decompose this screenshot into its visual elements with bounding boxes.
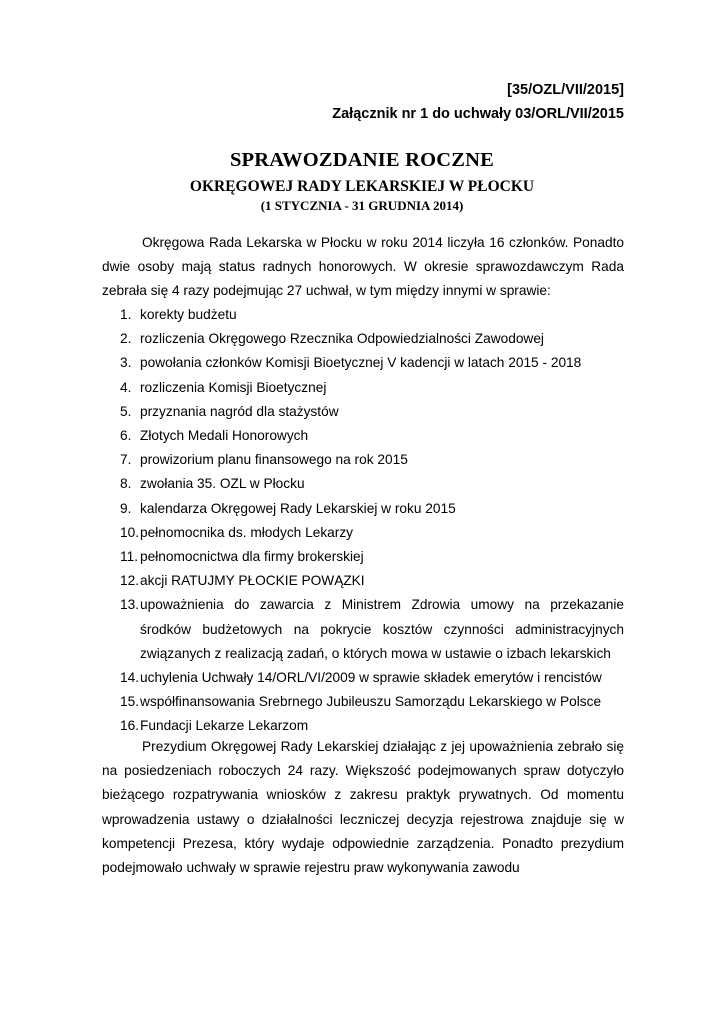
list-item	[102, 521, 624, 545]
list-item	[102, 593, 624, 666]
list-item-text: przyznania nagród dla stażystów	[140, 403, 339, 419]
document-reference	[332, 78, 624, 126]
list-item	[102, 545, 624, 569]
list-item-text: Złotych Medali Honorowych	[140, 428, 309, 444]
list-item-text: prowizorium planu finansowego na rok 2015	[140, 452, 408, 468]
presidium-paragraph: Prezydium Okręgowej Rady Lekarskiej działając z jej upoważnienia zebrało się na posiedzeniach roboczych 24 razy. Większość podejmowanych spraw dotyczyło bieżącego rozpatrywania wniosków z zakresu praktyk prywatnych. Od momentu wprowadzenia ustawy o działalności leczniczej decyzja rejestrowa znajduje się w kompetencji Prezesa, który wydaje odpowiednie zarządzenia. Ponadto prezydium podejmowało uchwały w sprawie rejestru praw wykonywania zawodu	[102, 739, 624, 876]
list-item-number: 1.	[120, 307, 132, 322]
list-item-text: powołania członków Komisji Bioetycznej V kadencji w latach 2015 - 2018	[140, 355, 582, 371]
list-item-text: pełnomocnictwa dla firmy brokerskiej	[140, 549, 364, 565]
title-block	[0, 147, 724, 215]
list-item-number: 11.	[120, 549, 139, 565]
list-item	[102, 497, 624, 521]
list-item-text: rozliczenia Komisji Bioetycznej	[140, 379, 327, 395]
list-item-number: 15.	[120, 694, 140, 710]
list-item	[102, 327, 624, 351]
reporting-period: (1 STYCZNIA - 31 GRUDNIA 2014)	[260, 198, 464, 213]
list-item-number: 7.	[120, 452, 132, 468]
list-item-text: Fundacji Lekarze Lekarzom	[140, 718, 309, 734]
resolutions-list	[102, 303, 624, 739]
attachment-label: Załącznik nr 1 do uchwały 03/ORL/VII/2015	[332, 106, 624, 122]
list-item	[102, 400, 624, 424]
list-item-number: 13.	[120, 597, 140, 613]
intro-section	[102, 231, 624, 304]
list-item-text: akcji RATUJMY PŁOCKIE POWĄZKI	[140, 573, 365, 589]
list-item	[102, 569, 624, 593]
list-item-text: kalendarza Okręgowej Rady Lekarskiej w roku 2015	[140, 500, 456, 516]
list-item-text: współfinansowania Srebrnego Jubileuszu Samorządu Lekarskiego w Polsce	[140, 694, 602, 710]
list-item-number: 3.	[120, 355, 132, 371]
list-item-number: 16.	[120, 718, 140, 734]
page-subtitle: OKRĘGOWEJ RADY LEKARSKIEJ W PŁOCKU	[189, 178, 535, 195]
list-item-number: 9.	[120, 500, 132, 516]
presidium-section	[102, 735, 624, 880]
page-title: SPRAWOZDANIE ROCZNE	[229, 149, 495, 171]
list-item-text: upoważnienia do zawarcia z Ministrem Zdrowia umowy na przekazanie środków budżetowych na pokrycie kosztów czynności administracyjnych związanych z realizacją zadań, o których mowa w ustawie o izbach lekarskich	[140, 597, 624, 661]
list-item	[102, 448, 624, 472]
list-item	[102, 351, 624, 375]
list-item-number: 14.	[120, 670, 140, 686]
list-item-number: 8.	[120, 476, 132, 492]
list-item-number: 6.	[120, 428, 132, 444]
list-item	[102, 376, 624, 400]
list-item	[102, 424, 624, 448]
list-item-text: uchylenia Uchwały 14/ORL/VI/2009 w sprawie składek emerytów i rencistów	[140, 670, 602, 686]
list-item-number: 5.	[120, 403, 132, 419]
list-item-number: 12.	[120, 573, 140, 589]
list-item-text: zwołania 35. OZL w Płocku	[140, 476, 305, 492]
list-item	[102, 666, 624, 690]
list-item-text: pełnomocnika ds. młodych Lekarzy	[140, 524, 354, 540]
list-item-text: korekty budżetu	[140, 307, 237, 322]
list-item-text: rozliczenia Okręgowego Rzecznika Odpowiedzialności Zawodowej	[140, 331, 544, 347]
list-item-number: 2.	[120, 331, 132, 347]
reference-number: [35/OZL/VII/2015]	[507, 82, 624, 98]
list-item-number: 10.	[120, 524, 140, 540]
list-item	[102, 472, 624, 496]
list-item-number: 4.	[120, 379, 132, 395]
list-item	[102, 303, 624, 327]
intro-paragraph: Okręgowa Rada Lekarska w Płocku w roku 2014 liczyła 16 członków. Ponadto dwie osoby mają status radnych honorowych. W okresie sprawozdawczym Rada zebrała się 4 razy podejmując 27 uchwał, w tym między innymi w sprawie:	[102, 235, 624, 299]
list-item	[102, 690, 624, 714]
